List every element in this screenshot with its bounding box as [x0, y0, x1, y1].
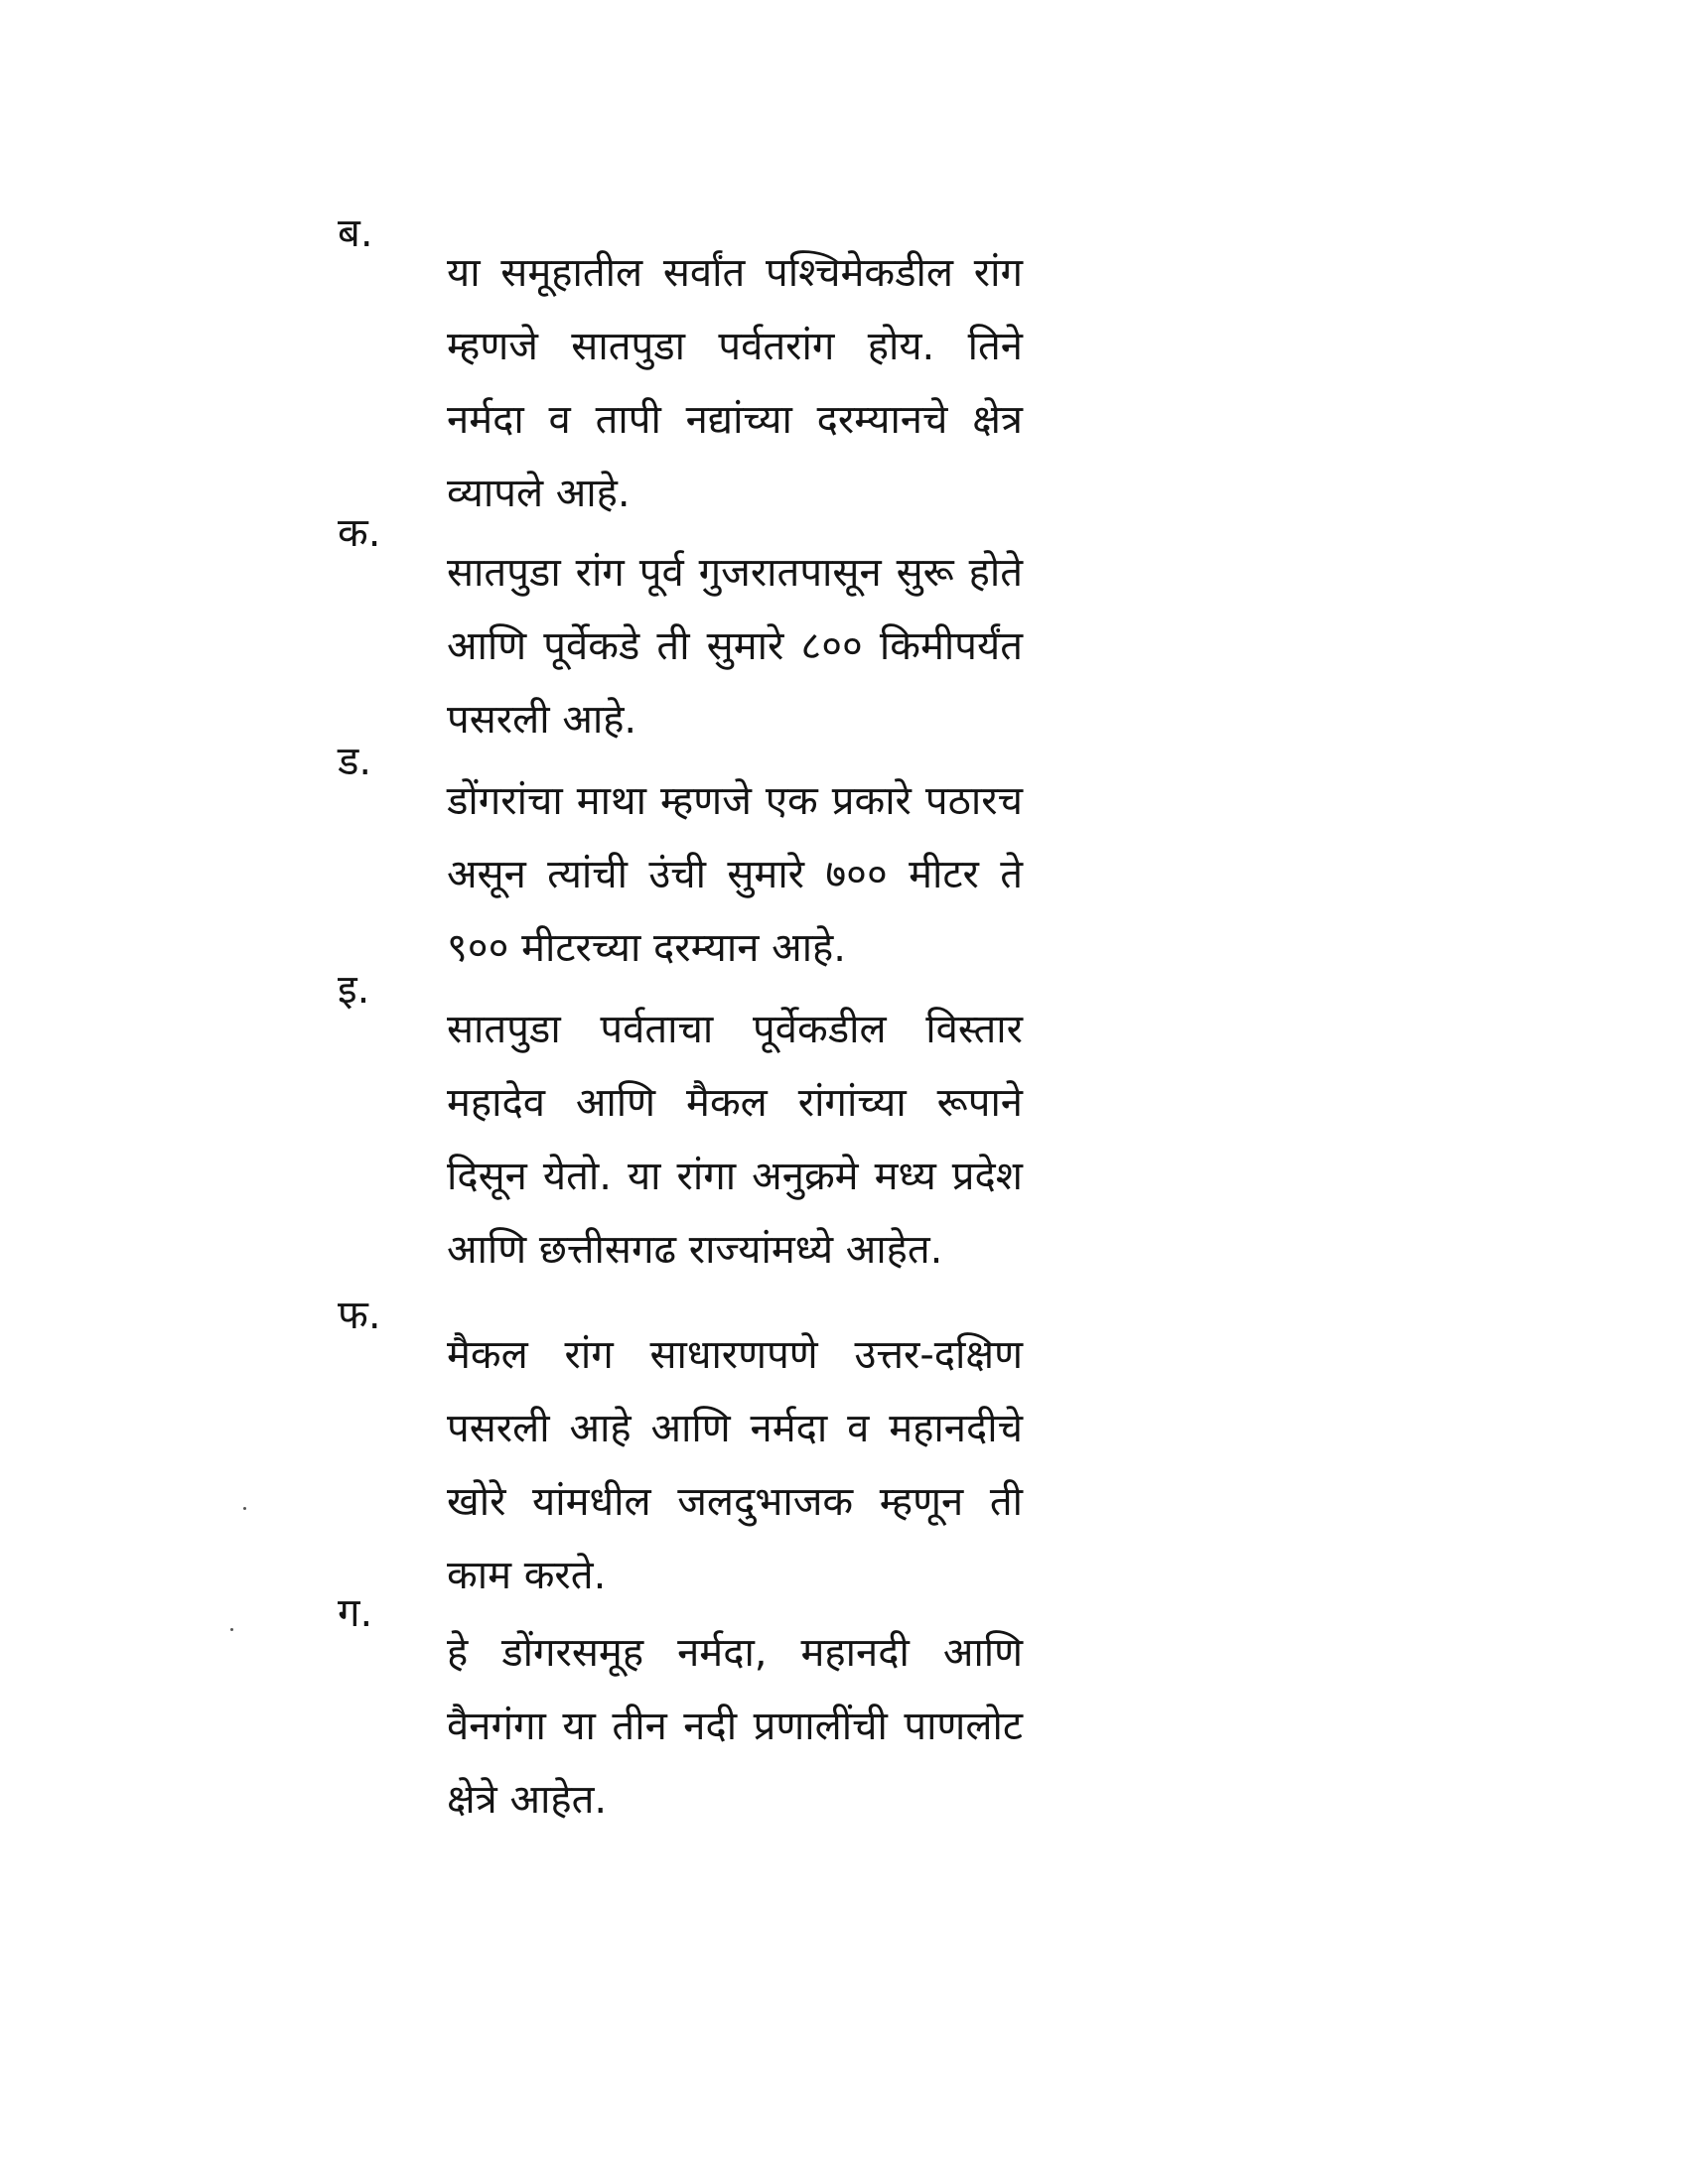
- item-text: डोंगरांचा माथा म्हणजे एक प्रकारे पठारच असून त्यांची उंची सुमारे ७०० मीटर ते ९०० मीटरच्या दरम्यान आहे.: [447, 778, 1023, 971]
- item-marker: ड.: [338, 739, 372, 784]
- item-marker: क.: [338, 510, 381, 556]
- item-marker: ग.: [338, 1590, 373, 1636]
- item-marker: फ.: [338, 1293, 381, 1338]
- scan-speck: [230, 1628, 233, 1631]
- scan-speck: [243, 1507, 246, 1510]
- item-text: सातपुडा रांग पूर्व गुजरातपासून सुरू होते आणि पूर्वेकडे ती सुमारे ८०० किमीपर्यंत पसरली आहे.: [447, 550, 1023, 743]
- item-marker: इ.: [338, 967, 370, 1013]
- item-text: या समूहातील सर्वांत पश्चिमेकडील रांग म्हणजे सातपुडा पर्वतरांग होय. तिने नर्मदा व तापी नद्यांच्या दरम्यानचे क्षेत्र व्यापले आहे.: [447, 250, 1023, 516]
- item-text: सातपुडा पर्वताचा पूर्वेकडील विस्तार महादेव आणि मैकल रांगांच्या रूपाने दिसून येतो. या रांगा अनुक्रमे मध्य प्रदेश आणि छत्तीसगढ राज्यांमध्ये आहेत.: [447, 1007, 1023, 1273]
- item-text: हे डोंगरसमूह नर्मदा, महानदी आणि वैनगंगा या तीन नदी प्रणालींची पाणलोट क्षेत्रे आहेत.: [447, 1630, 1023, 1823]
- item-text: मैकल रांग साधारणपणे उत्तर-दक्षिण पसरली आहे आणि नर्मदा व महानदीचे खोरे यांमधील जलदुभाजक म्हणून ती काम करते.: [447, 1332, 1023, 1598]
- item-marker: ब.: [338, 210, 373, 256]
